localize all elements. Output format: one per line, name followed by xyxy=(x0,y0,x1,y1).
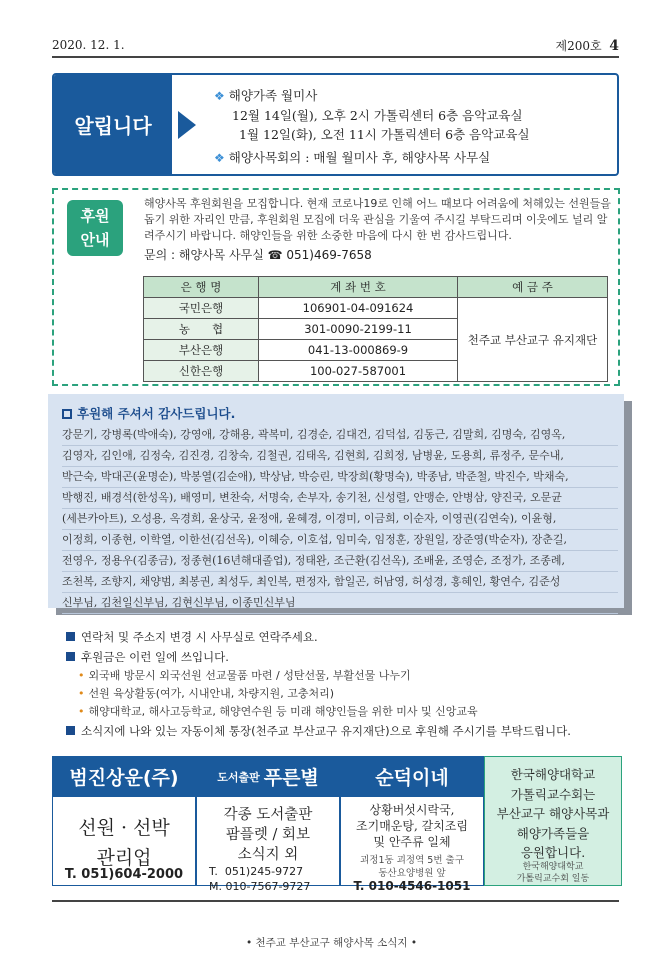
holder-col-header: 예 금 주 xyxy=(458,277,608,298)
issue-date: 2020. 12. 1. xyxy=(52,38,125,52)
ad-publisher-title xyxy=(196,756,340,797)
diamond-icon: ❖ xyxy=(214,151,225,165)
notice-arrow-icon xyxy=(178,111,196,139)
diamond-icon: ❖ xyxy=(214,89,225,103)
info-contact-change xyxy=(66,629,318,645)
donor-label-line-1: 후원 xyxy=(80,207,110,225)
bullet-dot-icon: • xyxy=(78,669,85,682)
ad-sundeok-body xyxy=(340,797,484,893)
donor-description: 해양사목 후원회원을 모집합니다. 현재 코로나19로 인해 어느 때보다 어려움에 처해있는 선원들을 돕기 위한 자리인 만큼, 후원회원 모집에 더욱 관심을 기울여 주시길 부탁드리며 이웃에도 널리 알려주시기 바랍니다. 해양인들을 위한 소중한 마음에 다시 한 번 감사드립니다. xyxy=(144,197,611,242)
ad-sundeok-line-3: 및 안주류 일체 xyxy=(373,835,451,849)
ad-publisher-title-small: 도서출판 xyxy=(217,770,260,784)
ad-beomjin xyxy=(52,756,196,886)
thanks-box xyxy=(48,394,624,608)
ad-sundeok-address-2: 동산요양병원 앞 xyxy=(378,868,446,879)
usage-item-1-text: 외국배 방문시 외국선원 선교물품 마련 / 성탄선물, 부활선물 나누기 xyxy=(88,669,411,682)
ad-professors-line-2: 가톨릭교수회는 xyxy=(510,786,596,802)
notice-item-2-text: 해양사목회의 : 매월 월미사 후, 해양사목 사무실 xyxy=(228,150,491,165)
list-item: 신부님, 김천일신부님, 김현신부님, 이종민신부님 xyxy=(62,593,618,614)
account-number: 301-0090-2199-11 xyxy=(259,319,458,340)
donor-label-line-2: 안내 xyxy=(80,231,110,249)
table-row xyxy=(144,298,608,319)
notice-label: 알립니다 xyxy=(54,75,172,174)
ad-publisher-title-big: 푸른별 xyxy=(263,767,319,789)
list-item: 조천복, 조향지, 채양범, 최봉권, 최성두, 최인복, 편정자, 함일곤, 허남영, 허성경, 홍혜인, 황연수, 김준성 xyxy=(62,572,618,593)
info-line-3: 소식지에 나와 있는 자동이체 통장(천주교 부산교구 유지재단)으로 후원해 주시기를 부탁드립니다. xyxy=(81,724,571,738)
donor-label xyxy=(67,200,123,256)
footer: • 천주교 부산교구 해양사목 소식지 • xyxy=(245,937,418,949)
ad-professors xyxy=(484,756,622,886)
square-icon xyxy=(62,409,72,419)
list-item: 박행진, 배경석(한성옥), 배영미, 변찬숙, 서명숙, 손부자, 송기천, 신성렬, 안맹순, 안병삼, 양진국, 오문균 xyxy=(62,488,618,509)
usage-item-2-text: 선원 육상활동(여가, 시내안내, 차량지원, 고충처리) xyxy=(88,687,335,700)
thanks-title-text: 후원해 주셔서 감사드립니다. xyxy=(77,406,236,421)
ad-beomjin-body xyxy=(52,797,196,886)
ad-sundeok-line-2: 조기매운탕, 갈치조림 xyxy=(356,819,468,833)
account-number: 041-13-000869-9 xyxy=(259,340,458,361)
info-line-1: 연락처 및 주소지 변경 시 사무실로 연락주세요. xyxy=(81,630,318,644)
donor-box xyxy=(52,188,620,386)
bank-name: 국민은행 xyxy=(144,298,259,319)
ad-publisher xyxy=(196,756,340,893)
info-autotransfer xyxy=(66,723,571,739)
ad-professors-line-5: 응원합니다. xyxy=(520,845,586,860)
list-item: 김영자, 김인애, 김정숙, 김진경, 김창숙, 김철권, 김태옥, 김현희, 김희정, 남병윤, 도용희, 류정주, 문수내, xyxy=(62,446,618,467)
bank-name: 부산은행 xyxy=(144,340,259,361)
thanks-title xyxy=(62,404,235,422)
footer-rule xyxy=(52,900,619,902)
account-holder: 천주교 부산교구 유지재단 xyxy=(458,298,608,382)
account-number: 106901-04-091624 xyxy=(259,298,458,319)
ad-sundeok xyxy=(340,756,484,893)
ad-beomjin-phone: T. 051)604-2000 xyxy=(64,867,184,882)
list-item: 이정희, 이종현, 이학열, 이한선(김선옥), 이혜승, 이호섭, 임미숙, 임정훈, 장원일, 장준영(박순자), 장춘길, xyxy=(62,530,618,551)
ad-professors-line-1: 한국해양대학교 xyxy=(510,767,596,782)
bank-name: 신한은행 xyxy=(144,361,259,382)
donor-names-list xyxy=(62,425,618,614)
issue-label: 제200호 xyxy=(555,39,602,53)
square-bullet-icon xyxy=(66,726,75,735)
bank-name: 농 협 xyxy=(144,319,259,340)
ad-professors-line-4: 해양가족들을 xyxy=(516,825,590,841)
ad-publisher-phone-2: M. 010-7567-9727 xyxy=(209,880,311,893)
list-item: 전영우, 정용우(김종금), 정종현(16년해대졸업), 정태완, 조근환(김선옥), 조배윤, 조영순, 조정가, 조종례, xyxy=(62,551,618,572)
notice-item-1-title: 해양가족 월미사 xyxy=(228,88,318,103)
ad-sundeok-line-1: 상황버섯시락국, xyxy=(369,803,455,817)
ad-sundeok-title: 순덕이네 xyxy=(340,756,484,797)
ad-beomjin-title: 범진상운(주) xyxy=(52,756,196,797)
notice-item-1-line-2: 1월 12일(화), 오전 11시 가톨릭센터 6층 음악교육실 xyxy=(239,127,530,142)
notice-box xyxy=(52,73,619,176)
ad-professors-signature xyxy=(485,861,621,885)
ad-professors-line-3: 부산교구 해양사목과 xyxy=(496,806,610,821)
info-usage xyxy=(66,649,229,665)
usage-item-2 xyxy=(78,685,334,701)
ad-publisher-line-1: 각종 도서출판 xyxy=(223,807,313,823)
list-item: 강문기, 강병록(박애숙), 강영애, 강해용, 곽복미, 김경순, 김대건, 김덕섭, 김동근, 김말희, 김명숙, 김영옥, xyxy=(62,425,618,446)
issue-number xyxy=(556,37,619,54)
bank-table-header xyxy=(144,277,608,298)
notice-item-1-line-1: 12월 14일(월), 오후 2시 가톨릭센터 6층 음악교육실 xyxy=(232,108,523,123)
notice-item-1 xyxy=(214,86,317,104)
donor-contact: 문의 : 해양사목 사무실 ☎ 051)469-7658 xyxy=(144,248,372,262)
square-bullet-icon xyxy=(66,632,75,641)
ad-professors-sig-2: 가톨릭교수회 일동 xyxy=(516,874,590,884)
ad-professors-sig-1: 한국해양대학교 xyxy=(522,862,584,872)
bullet-dot-icon: • xyxy=(78,687,85,700)
usage-item-3 xyxy=(78,703,478,719)
ad-beomjin-line-2: 관리업 xyxy=(96,847,152,869)
usage-item-3-text: 해양대학교, 해사고등학교, 해양연수원 등 미래 해양인들을 위한 미사 및 신앙교육 xyxy=(88,705,478,718)
ad-sundeok-phone: T. 010-4546-1051 xyxy=(353,879,471,893)
square-bullet-icon xyxy=(66,652,75,661)
bullet-dot-icon: • xyxy=(78,705,85,718)
account-col-header: 계 좌 번 호 xyxy=(259,277,458,298)
usage-item-1 xyxy=(78,667,411,683)
notice-item-2 xyxy=(214,148,490,166)
ad-publisher-line-2: 팜플렛 / 회보 xyxy=(225,827,311,843)
info-line-2: 후원금은 이런 일에 쓰입니다. xyxy=(81,650,229,664)
bank-col-header: 은 행 명 xyxy=(144,277,259,298)
ad-publisher-line-3: 소식지 외 xyxy=(237,847,299,863)
ads-strip xyxy=(52,756,622,893)
account-number: 100-027-587001 xyxy=(259,361,458,382)
list-item: 박근숙, 박대곤(윤명순), 박봉열(김순애), 박상남, 박승린, 박장희(황명숙), 박종남, 박준철, 박진수, 박채숙, xyxy=(62,467,618,488)
bank-table xyxy=(143,276,608,382)
ad-publisher-body xyxy=(196,797,340,893)
ad-beomjin-line-1: 선원 · 선박 xyxy=(78,817,170,839)
list-item: (세븐카아트), 오성용, 옥경희, 윤상국, 윤정애, 윤혜경, 이경미, 이금희, 이순자, 이영권(김연숙), 이윤형, xyxy=(62,509,618,530)
ad-publisher-phone-1: T. 051)245-9727 xyxy=(209,865,304,878)
ad-professors-message xyxy=(485,765,621,863)
ad-sundeok-address-1: 괴정1동 괴정역 5번 출구 xyxy=(360,855,464,866)
header-rule xyxy=(52,56,619,58)
page-number: 4 xyxy=(609,38,619,54)
